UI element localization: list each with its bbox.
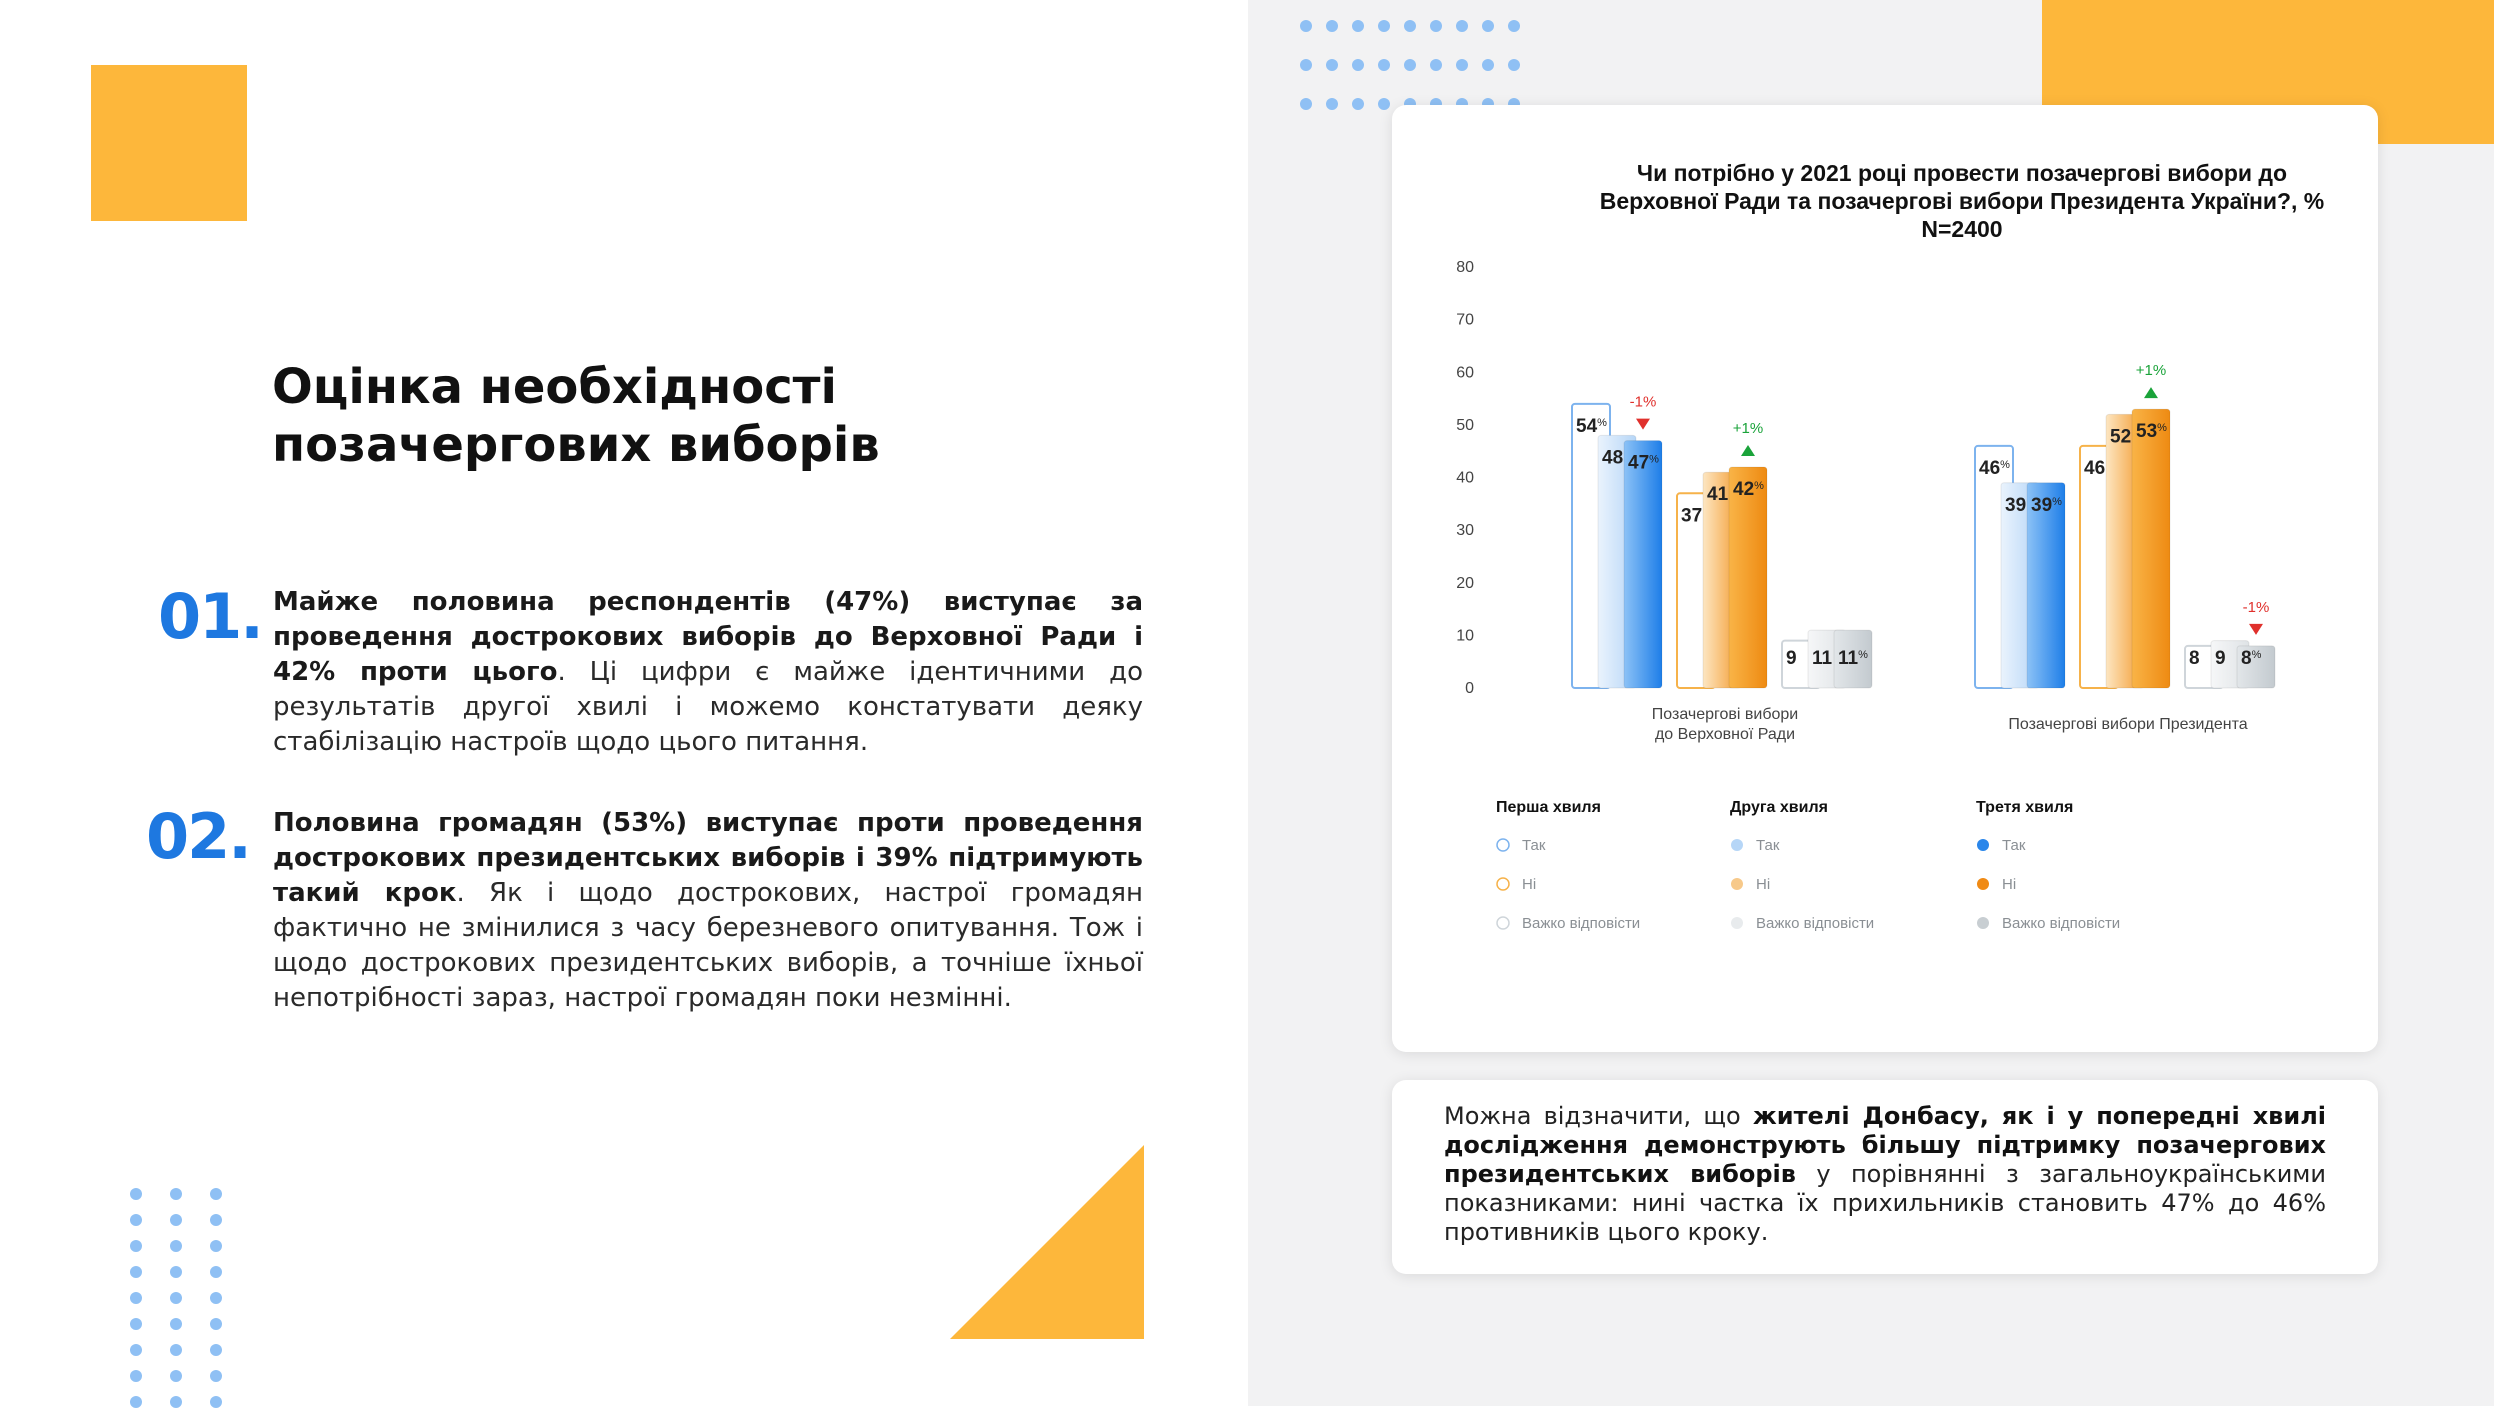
y-tick-label: 0 (1465, 680, 1474, 697)
legend-wave-title: Перша хвиля (1496, 799, 1601, 816)
decor-dot (210, 1240, 222, 1252)
data-label: 46% (1979, 457, 2010, 479)
data-label: 8 (2189, 648, 2200, 669)
y-tick-label: 10 (1456, 627, 1474, 645)
decor-dot (170, 1188, 182, 1200)
legend-label: Важко відповісти (2002, 915, 2121, 932)
bar (1624, 441, 1662, 688)
y-tick-label: 60 (1456, 364, 1474, 382)
arrow-up-icon (1741, 445, 1755, 456)
decor-dot (1352, 98, 1364, 110)
decor-dot (130, 1344, 142, 1356)
point-text-1 (273, 585, 1143, 760)
data-label: 9 (2215, 648, 2226, 669)
chart-card (1392, 105, 2378, 1052)
decor-dot (1300, 20, 1312, 32)
delta-label: +1% (2135, 362, 2167, 380)
legend-marker (1731, 917, 1743, 929)
arrow-down-icon (2249, 624, 2263, 635)
y-tick-label: 40 (1456, 469, 1474, 487)
decor-dot (210, 1214, 222, 1226)
data-label: 11 (1812, 648, 1833, 669)
note-text (1444, 1102, 2326, 1247)
note-post: у порівнянні з загальноукраїнськими показниками: нині частка їх прихильників становить 47% до 46% противників цього кроку. (1444, 1160, 2326, 1246)
data-label: 41 (1707, 484, 1729, 506)
decor-dot (170, 1344, 182, 1356)
decor-dot (170, 1240, 182, 1252)
decor-dot (1300, 59, 1312, 71)
decor-dot (1482, 20, 1494, 32)
decor-dot (170, 1214, 182, 1226)
legend-wave-title: Третя хвиля (1976, 799, 2074, 816)
decor-dot (130, 1214, 142, 1226)
data-label: 52 (2110, 426, 2132, 448)
note-card (1392, 1080, 2378, 1274)
decor-dot (170, 1318, 182, 1330)
decor-dot (130, 1396, 142, 1408)
bar (1729, 467, 1767, 688)
data-label: 46 (2084, 457, 2106, 479)
decor-dot (1326, 59, 1338, 71)
delta-label: +1% (1732, 419, 1764, 437)
legend-marker (1977, 917, 1989, 929)
data-label: 8% (2241, 648, 2262, 669)
decor-dot (1482, 59, 1494, 71)
legend-marker (1497, 878, 1509, 890)
decor-dot (1352, 59, 1364, 71)
decor-dot (130, 1370, 142, 1382)
decor-dot (170, 1292, 182, 1304)
decor-dot (1378, 20, 1390, 32)
legend-marker (1731, 878, 1743, 890)
data-label: 47% (1628, 452, 1659, 474)
y-tick-label: 70 (1456, 311, 1474, 329)
decor-dot (1456, 59, 1468, 71)
decor-dot (210, 1344, 222, 1356)
point-2-bold: Половина громадян (53%) виступає проти проведення дострокових президентських виборів і 39% підтримують такий крок (273, 808, 1143, 908)
x-category-label: Позачергові вибори Президента (2008, 716, 2248, 733)
point-1-bold: Майже половина респондентів (47%) виступає за проведення дострокових виборів до Верховної Ради і 42% проти цього (273, 587, 1143, 687)
chart-title-line-1: Чи потрібно у 2021 році провести позачергові вибори до (1636, 160, 2288, 186)
decor-dot (170, 1266, 182, 1278)
decor-orange-triangle (950, 1145, 1144, 1339)
y-tick-label: 20 (1456, 574, 1474, 592)
decor-dot (1378, 98, 1390, 110)
data-label: 39% (2031, 494, 2062, 516)
bar-chart (1392, 105, 2378, 1052)
decor-dot (210, 1292, 222, 1304)
data-label: 37 (1681, 505, 1703, 527)
data-label: 53% (2136, 421, 2167, 443)
decor-dot (130, 1292, 142, 1304)
point-number-2: 02. (146, 800, 250, 873)
decor-dot (1508, 20, 1520, 32)
decor-dot (210, 1396, 222, 1408)
decor-dot (1300, 98, 1312, 110)
decor-dot (1378, 59, 1390, 71)
decor-dot (210, 1188, 222, 1200)
data-label: 42% (1733, 478, 1764, 500)
decor-dot (210, 1370, 222, 1382)
legend-label: Так (1522, 837, 1546, 854)
legend-label: Так (1756, 837, 1780, 854)
legend-marker (1977, 878, 1989, 890)
data-label: 54% (1576, 415, 1607, 437)
decor-dot (210, 1266, 222, 1278)
decor-dot (1404, 20, 1416, 32)
legend-label: Ні (1756, 876, 1771, 893)
data-label: 9 (1786, 648, 1797, 669)
point-2-rest: . Як і щодо дострокових, настрої громадян фактично не змінилися з часу березневого опитування. Тож і щодо дострокових президентських виборів, а точніше їхньої непотрібності зараз, настрої громадян поки незмінні. (273, 878, 1143, 1013)
point-1-rest: . Ці цифри є майже ідентичними до результатів другої хвилі і можемо констатувати деяку стабілізацію настроїв щодо цього питання. (273, 657, 1143, 757)
data-label: 11% (1838, 648, 1868, 669)
y-tick-label: 30 (1456, 522, 1474, 540)
chart-title-line-2: Верховної Ради та позачергові вибори Президента України?, % (1599, 188, 2325, 214)
decor-dot-grid-left (130, 1188, 250, 1422)
legend-label: Так (2002, 837, 2026, 854)
delta-label: -1% (1629, 393, 1657, 411)
x-category-label: Позачергові вибори до Верховної Ради (1651, 706, 1799, 743)
decor-dot (1508, 59, 1520, 71)
point-text-2 (273, 806, 1143, 1016)
decor-dot (1352, 20, 1364, 32)
arrow-down-icon (1636, 419, 1650, 430)
y-tick-label: 50 (1456, 416, 1474, 434)
data-label: 48 (1602, 447, 1624, 469)
y-tick-label: 80 (1456, 259, 1474, 276)
legend-wave-title: Друга хвиля (1730, 799, 1828, 816)
delta-label: -1% (2242, 598, 2270, 616)
decor-dot (1404, 59, 1416, 71)
legend-label: Важко відповісти (1522, 915, 1641, 932)
decor-dot (170, 1370, 182, 1382)
decor-dot (1326, 98, 1338, 110)
bar (2132, 409, 2170, 688)
page-title: Оцінка необхідності позачергових виборів (272, 359, 880, 473)
decor-dot (1430, 59, 1442, 71)
decor-dot (210, 1318, 222, 1330)
arrow-up-icon (2144, 387, 2158, 398)
decor-dot (130, 1266, 142, 1278)
legend-marker (1977, 839, 1989, 851)
note-bold: жителі Донбасу, як і у попередні хвилі дослідження демонструють більшу підтримку позачергових президентських виборів (1444, 1102, 2326, 1188)
legend-marker (1731, 839, 1743, 851)
legend-label: Ні (2002, 876, 2017, 893)
note-pre: Можна відзначити, що (1444, 1102, 1753, 1130)
point-number-1: 01. (158, 580, 262, 653)
decor-dot (1456, 20, 1468, 32)
legend-marker (1497, 917, 1509, 929)
decor-dot (130, 1318, 142, 1330)
legend-label: Важко відповісти (1756, 915, 1875, 932)
decor-orange-square (91, 65, 247, 221)
legend-label: Ні (1522, 876, 1537, 893)
data-label: 39 (2005, 494, 2027, 516)
legend-marker (1497, 839, 1509, 851)
decor-dot (130, 1188, 142, 1200)
chart-subtitle: N=2400 (1921, 216, 2003, 242)
decor-dot (170, 1396, 182, 1408)
decor-dot (1430, 20, 1442, 32)
decor-dot (130, 1240, 142, 1252)
decor-dot (1326, 20, 1338, 32)
